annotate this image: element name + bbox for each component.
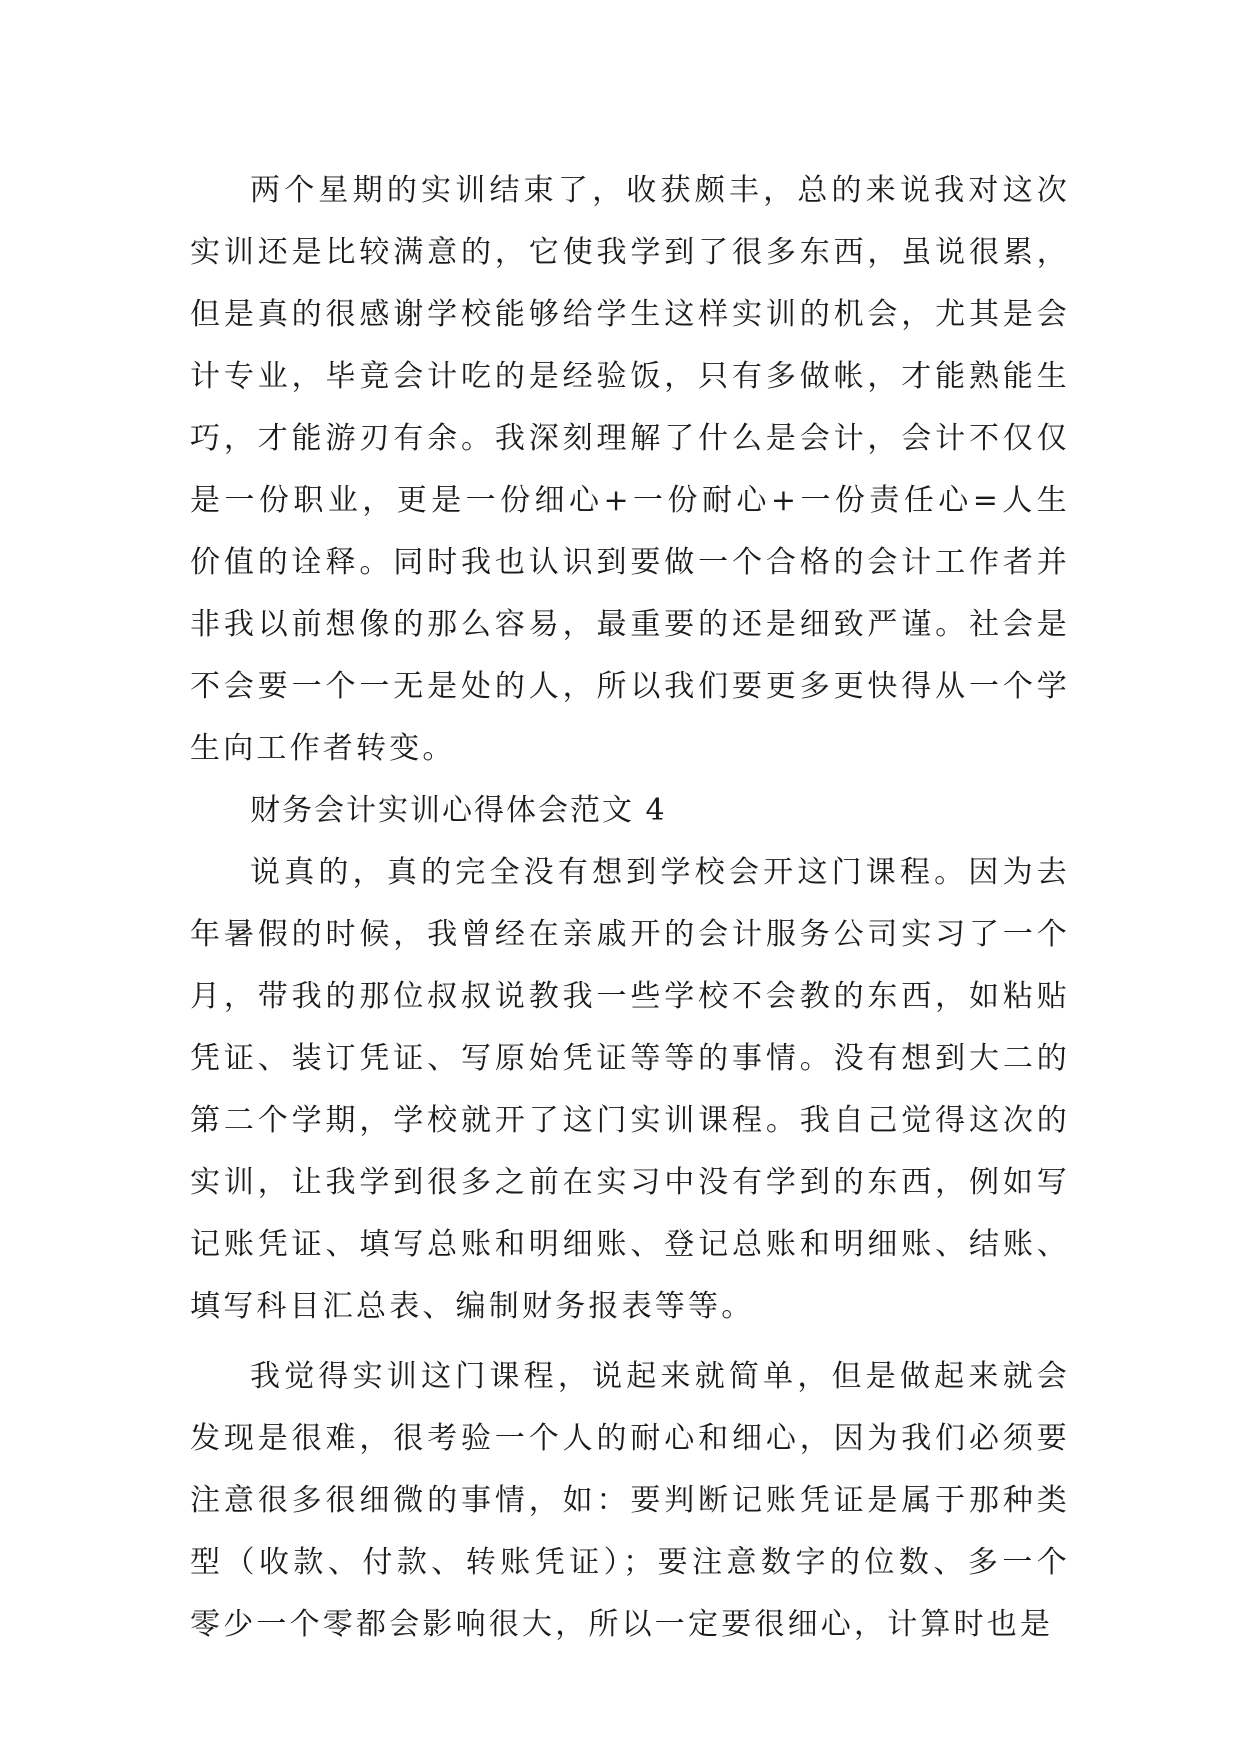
document-body <box>190 160 1070 1656</box>
section-heading: 财务会计实训心得体会范文 4 <box>250 793 667 828</box>
paragraph-3: 我觉得实训这门课程，说起来就简单，但是做起来就会发现是很难，很考验一个人的耐心和细心，因为我们必须要注意很多很细微的事情，如：要判断记账凭证是属于那种类型（收款、付款、转账凭证）；要注意数字的位数、多一个零少一个零都会影响很大，所以一定要很细心，计算时也是 <box>190 1359 1070 1642</box>
paragraph-1: 两个星期的实训结束了，收获颇丰，总的来说我对这次实训还是比较满意的，它使我学到了很多东西，虽说很累，但是真的很感谢学校能够给学生这样实训的机会，尤其是会计专业，毕竟会计吃的是经验饭，只有多做帐，才能熟能生巧，才能游刃有余。我深刻理解了什么是会计，会计不仅仅是一份职业，更是一份细心+一份耐心+一份责任心=人生价值的诠释。同时我也认识到要做一个合格的会计工作者并非我以前想像的那么容易，最重要的还是细致严谨。社会是不会要一个一无是处的人，所以我们要更多更快得从一个学生向工作者转变。 <box>190 173 1070 766</box>
paragraph-2: 说真的，真的完全没有想到学校会开这门课程。因为去年暑假的时候，我曾经在亲戚开的会计服务公司实习了一个月，带我的那位叔叔说教我一些学校不会教的东西，如粘贴凭证、装订凭证、写原始凭证等等的事情。没有想到大二的第二个学期，学校就开了这门实训课程。我自己觉得这次的实训，让我学到很多之前在实习中没有学到的东西，例如写记账凭证、填写总账和明细账、登记总账和明细账、结账、填写科目汇总表、编制财务报表等等。 <box>190 855 1070 1324</box>
